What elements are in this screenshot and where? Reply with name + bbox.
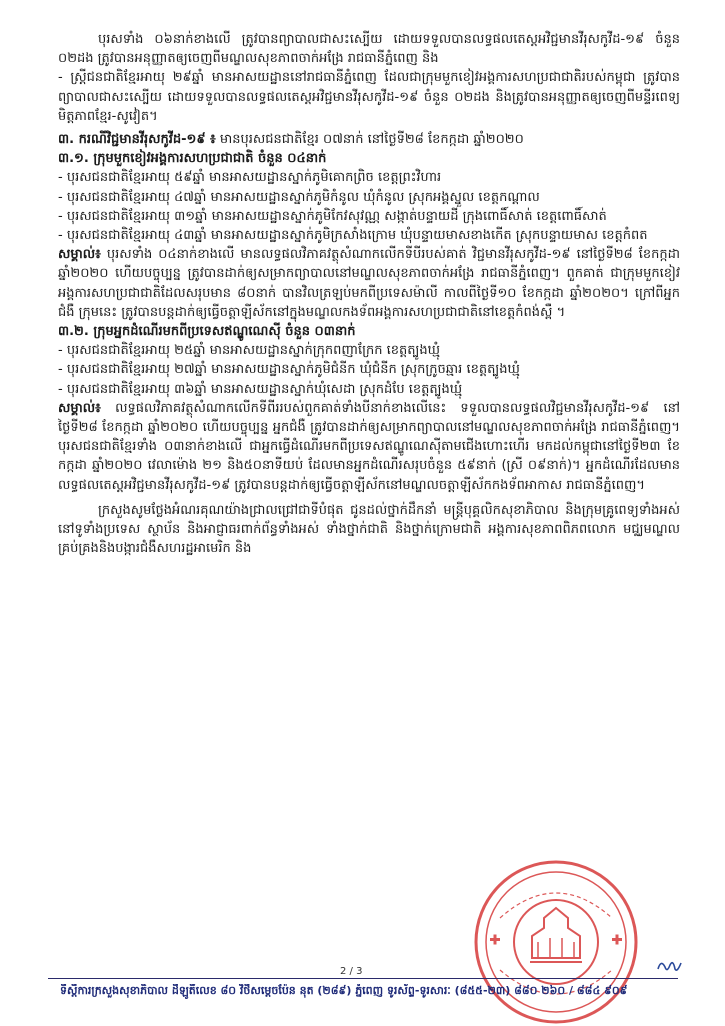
case-item: - បុរសជនជាតិខ្មែរអាយុ ២៧ឆ្នាំ មានអាសយដ្ឋានស្នាក់ភូមិជំនីក ឃុំជំនីក ស្រុកក្រូចឆ្មារ ខេត្តត្បូងឃ្មុំ	[58, 362, 520, 378]
footer-divider	[48, 978, 678, 979]
case-item: - បុរសជនជាតិខ្មែរអាយុ ៣៦ឆ្នាំ មានអាសយដ្ឋានស្នាក់ឃុំសេដា ស្រុកដំបែ ខេត្តត្បូងឃ្មុំ	[58, 381, 463, 397]
paragraph-thanks: ក្រសួងសូមថ្លែងអំណរគុណយ៉ាងជ្រាលជ្រៅជាទីបំផុត ជូនដល់ថ្នាក់ដឹកនាំ មន្ត្រីបុគ្គលិកសុខាភិបាល និងក្រុមគ្រូពេទ្យទាំងអស់នៅទូទាំងប្រទេស ស្ថាប័ន និងអាជ្ញាធរពាក់ព័ន្ធទាំងអស់ ទាំងថ្នាក់ជាតិ និងថ្នាក់ក្រោមជាតិ អង្គការសុខភាពពិភពលោក មជ្ឈមណ្ឌលគ្រប់គ្រងនិងបង្ការជំងឺសហរដ្ឋអាមេរិក និង	[58, 502, 680, 557]
paragraph-recovered-six: បុរសទាំង ០៦នាក់ខាងលើ ត្រូវបានព្យាបាលជាសះស្បើយ ដោយទទួលបានលទ្ធផលតេស្តអវិជ្ជមានវីរុសកូវីដ-១៩ ចំនួន ០២ដង ត្រូវបានអនុញ្ញាតឲ្យចេញពីមណ្ឌលសុខភាពចាក់អង្រែ រាជធានីភ្នំពេញ និង	[58, 32, 680, 67]
note-paragraph-2	[58, 399, 680, 495]
document-body	[58, 30, 680, 558]
paragraph-recovered-woman: - ស្ត្រីជនជាតិខ្មែរអាយុ ២៩ឆ្នាំ មានអាសយដ្ឋាននៅរាជធានីភ្នំពេញ ដែលជាក្រុមមួកខៀវអង្គការសហប្រជាជាតិរបស់កម្ពុជា ត្រូវបានព្យាបាលជាសះស្បើយ ដោយទទួលបានលទ្ធផលតេស្តអវិជ្ជមានវីរុសកូវីដ-១៩ ចំនួន ០២ដង និងត្រូវបានអនុញ្ញាតឲ្យចេញពីមន្ទីរពេទ្យមិត្តភាពខ្មែរ-សូវៀត។	[58, 70, 680, 124]
note-text: លទ្ធផលវិភាគវត្ថុសំណាកលើកទីពីររបស់ពួកគាត់ទាំងបីនាក់ខាងលើនេះ ទទួលបានលទ្ធផលវិជ្ជមានវីរុសកូវីដ-១៩ នៅថ្ងៃទី២៨ ខែកក្កដា ឆ្នាំ២០២០ ហើយបច្ចុប្បន្ន អ្នកជំងឺ ត្រូវបានដាក់ឲ្យសម្រាកព្យាបាលនៅមណ្ឌលសុខភាពចាក់អង្រែ រាជធានីភ្នំពេញ។ បុរសជនជាតិខ្មែរទាំង ០៣នាក់ខាងលើ ជាអ្នកធ្វើដំណើរមកពីប្រទេសឥណ្ឌូណេស៊ីតាមជើងហោះហើរ មកដល់កម្ពុជានៅថ្ងៃទី២៣ ខែកក្កដា ឆ្នាំ២០២០ វេលាម៉ោង ២១ និង៥០នាទីយប់ ដែលមានអ្នកដំណើរសរុបចំនួន ៥៩នាក់ (ស្រី ០៩នាក់)។ អ្នកដំណើរដែលមានលទ្ធផលតេស្តអវិជ្ជមានវីរុសកូវីដ-១៩ ត្រូវបានបន្តដាក់ឲ្យធ្វើចត្តាឡីស័កនៅមណ្ឌលចត្តាឡីស័កកងទ័ពអាកាស រាជធានីភ្នំពេញ។	[58, 400, 680, 493]
case-item: - បុរសជនជាតិខ្មែរអាយុ ៤៣ឆ្នាំ មានអាសយដ្ឋានស្នាក់ភូមិក្រសាំងក្រោម ឃុំបន្ទាយមាសខាងកើត ស្រុកបន្ទាយមាស ខេត្តកំពត	[58, 228, 648, 244]
section-3-summary: មានបុរសជនជាតិខ្មែរ ០៧នាក់ នៅថ្ងៃទី២៨ ខែកក្កដា ឆ្នាំ២០២០	[215, 132, 524, 148]
note-label: សម្គាល់៖	[58, 400, 101, 416]
case-item: - បុរសជនជាតិខ្មែរអាយុ ២៥ឆ្នាំ មានអាសយដ្ឋានស្នាក់ក្រុកពញាក្រែក ខេត្តត្បូងឃ្មុំ	[58, 343, 440, 359]
section-3-title: ៣. ករណីវិជ្ជមានវីរុសកូវីដ-១៩ ៖	[58, 132, 216, 148]
official-stamp-seal	[472, 858, 640, 1026]
case-item: - បុរសជនជាតិខ្មែរអាយុ ៥៩ឆ្នាំ មានអាសយដ្ឋានស្នាក់ភូមិគោកព្រិច ខេត្តព្រះវិហារ	[58, 170, 442, 186]
section-3-2-heading: ៣.២. ក្រុមអ្នកដំណើរមកពីប្រទេសឥណ្ឌូណេស៊ី ចំនួន ០៣នាក់	[58, 324, 356, 340]
note-label: សម្គាល់៖	[58, 247, 101, 263]
note-text: បុរសទាំង ០៤នាក់ខាងលើ មានលទ្ធផលវិភាគវត្ថុសំណាកលើកទីបីរបស់គាត់ វិជ្ជមានវីរុសកូវីដ-១៩ នៅថ្ងៃទី២៨ ខែកក្កដា ឆ្នាំ២០២០ ហើយបច្ចុប្បន្ន ត្រូវបានដាក់ឲ្យសម្រាកព្យាបាលនៅមណ្ឌលសុខភាពចាក់អង្រែ រាជធានីភ្នំពេញ។ ពួកគាត់ ជាក្រុមមួកខៀវអង្គការសហប្រជាជាតិដែលសរុបមាន ៨០នាក់ បានវិលត្រឡប់មកពីប្រទេសម៉ាលី កាលពីថ្ងៃទី១០ ខែកក្កដា ឆ្នាំ២០២០។ ក្រៅពីអ្នកជំងឺ ក្រុមនេះ ត្រូវបានបន្តដាក់ឲ្យធ្វើចត្តាឡីស័កនៅក្នុងមណ្ឌលកងទ័ពអង្គការសហប្រជាជាតិនៅខេត្តកំពង់ស្ពឺ ។	[58, 247, 680, 320]
case-item: - បុរសជនជាតិខ្មែរអាយុ ៤៧ឆ្នាំ មានអាសយដ្ឋានស្នាក់ភូមិកំនូល ឃុំកំនូល ស្រុកអង្គស្នួល ខេត្តកណ្តាល	[58, 189, 540, 205]
footer-address: ទីស្តីការក្រសួងសុខាភិបាល ដីឡូតិ៍លេខ ៨០ វិថីសម្តេចប៉ែន នុត (២៨៩) ភ្នំពេញ ទូរស័ព្ទ-ទូរសារៈ (៨៥៥-២៣) ៨៨០ ២៦០ / ៨៨៤ ៩០៩	[60, 984, 628, 997]
case-item: - បុរសជនជាតិខ្មែរអាយុ ៣១ឆ្នាំ មានអាសយដ្ឋានស្នាក់ភូមិកែវសុវណ្ណ សង្កាត់បន្ទាយដី ក្រុងពោធិ៍សាត់ ខេត្តពោធិ៍សាត់	[58, 208, 607, 224]
note-paragraph-1	[58, 245, 680, 322]
page-number: 2 / 3	[340, 966, 363, 977]
section-3-heading	[58, 130, 680, 149]
section-3-1-heading: ៣.១. ក្រុមមួកខៀវអង្គការសហប្រជាជាតិ ចំនួន ០៤នាក់	[58, 151, 327, 167]
signature-mark	[655, 955, 683, 977]
